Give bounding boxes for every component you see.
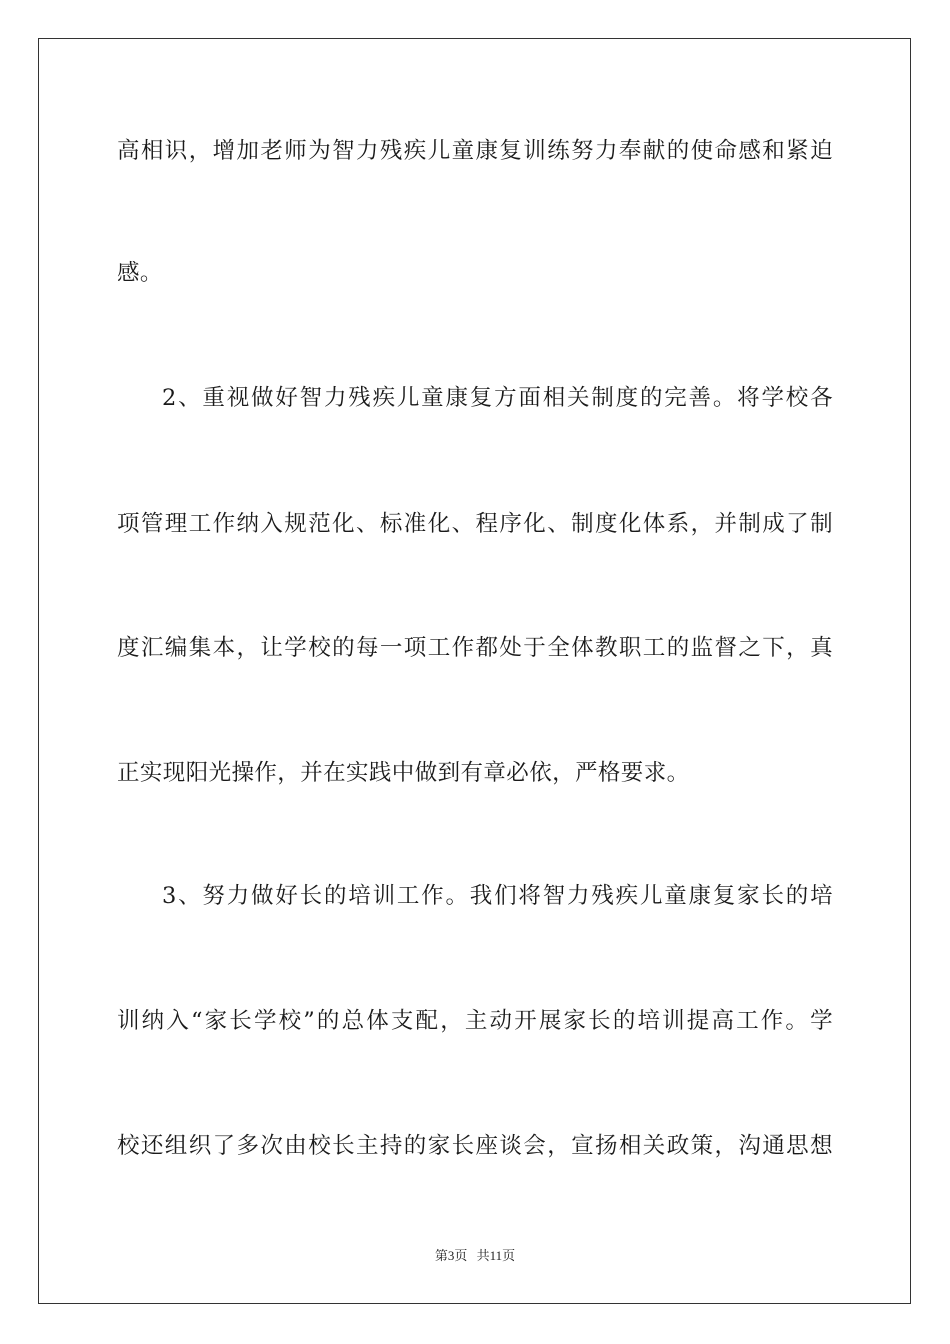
text-line: 度汇编集本，让学校的每一项工作都处于全体教职工的监督之下，真 (117, 635, 833, 661)
text-line: 项管理工作纳入规范化、标准化、程序化、制度化体系，并制成了制 (117, 511, 833, 537)
page-number: 第3页 (434, 1248, 468, 1263)
page-border (38, 38, 911, 1304)
text-line: 校还组织了多次由校长主持的家长座谈会，宣扬相关政策，沟通思想 (117, 1133, 833, 1159)
total-pages: 共11页 (476, 1248, 516, 1263)
text-line: 感。 (117, 260, 163, 286)
text-line: 高相识，增加老师为智力残疾儿童康复训练努力奉献的使命感和紧迫 (117, 138, 833, 164)
paragraph-start-line: 3、努力做好长的培训工作。我们将智力残疾儿童康复家长的培 (162, 883, 833, 909)
page-footer (0, 1247, 950, 1265)
text-line: 训纳入“家长学校”的总体支配，主动开展家长的培训提高工作。学 (117, 1008, 833, 1034)
paragraph-start-line: 2、重视做好智力残疾儿童康复方面相关制度的完善。将学校各 (162, 385, 833, 411)
text-line: 正实现阳光操作，并在实践中做到有章必依，严格要求。 (117, 760, 690, 786)
